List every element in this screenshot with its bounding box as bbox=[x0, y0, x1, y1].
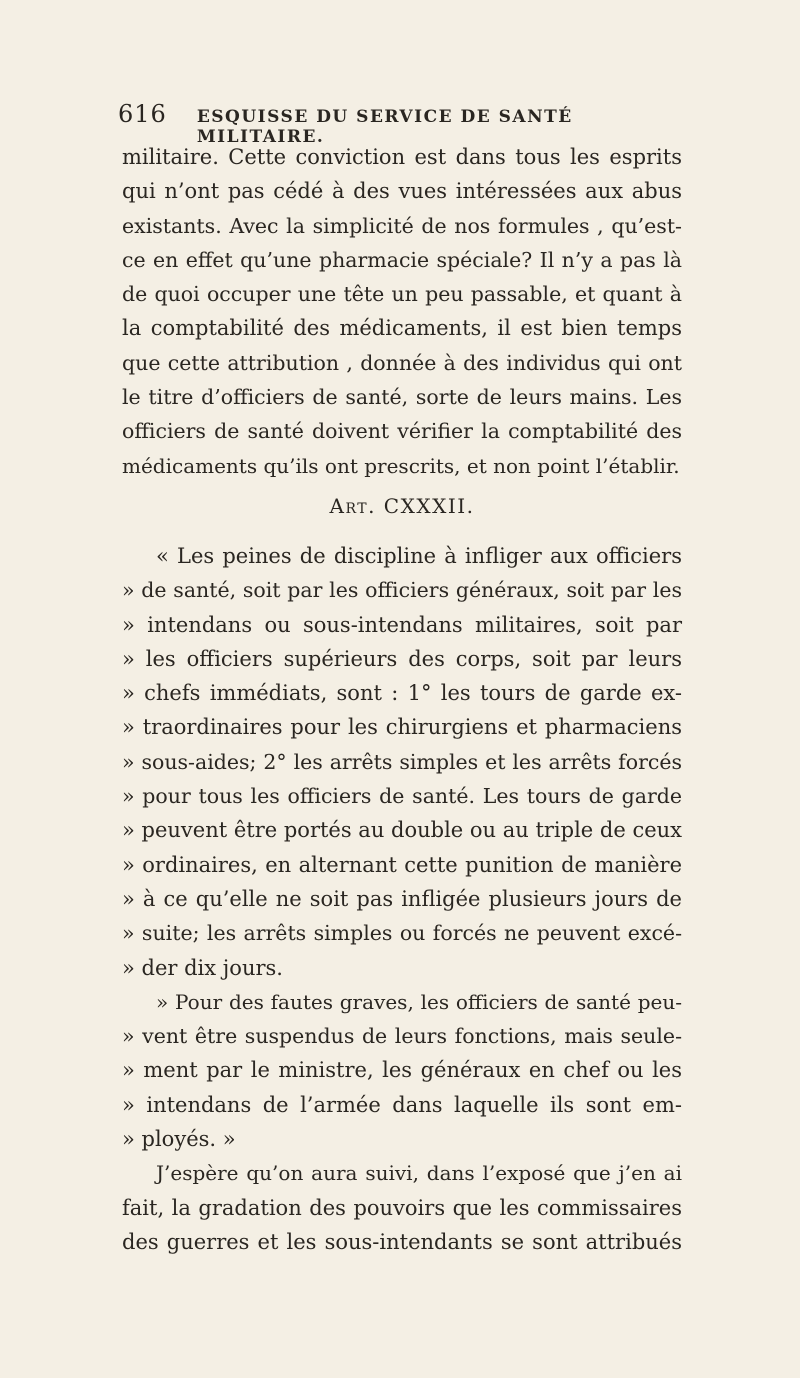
text-line: que cette attribution , donnée à des individus qui ont bbox=[122, 350, 682, 375]
page-number: 616 bbox=[118, 100, 167, 128]
paragraph-2 bbox=[122, 1156, 682, 1259]
text-line: qui n’ont pas cédé à des vues intéressées aux abus bbox=[122, 179, 682, 204]
text-line: » les officiers supérieurs des corps, soit par leurs bbox=[122, 646, 682, 671]
text-line: » intendans de l’armée dans laquelle ils sont em- bbox=[122, 1092, 682, 1117]
text-line: officiers de santé doivent vérifier la comptabilité des bbox=[122, 419, 682, 444]
text-line: » Pour des fautes graves, les officiers de santé peu- bbox=[156, 989, 682, 1014]
text-line: la comptabilité des médicaments, il est bien temps bbox=[122, 316, 682, 341]
text-line: médicaments qu’ils ont prescrits, et non point l’établir. bbox=[122, 453, 680, 478]
text-line: ce en effet qu’une pharmacie spéciale? Il n’y a pas là bbox=[122, 247, 682, 272]
text-line: fait, la gradation des pouvoirs que les commissaires bbox=[122, 1195, 682, 1220]
text-line: » pour tous les officiers de santé. Les tours de garde bbox=[122, 784, 682, 809]
text-line: des guerres et les sous-intendants se sont attribués bbox=[122, 1229, 682, 1254]
text-line: » à ce qu’elle ne soit pas infligée plusieurs jours de bbox=[122, 886, 682, 911]
text-line: existants. Avec la simplicité de nos formules , qu’est- bbox=[122, 213, 682, 238]
text-line: » peuvent être portés au double ou au triple de ceux bbox=[122, 818, 683, 843]
text-line: » ployés. » bbox=[122, 1127, 236, 1152]
text-line: » suite; les arrêts simples ou forcés ne peuvent excé- bbox=[122, 921, 682, 946]
text-line: » intendans ou sous-intendans militaires, soit par bbox=[122, 612, 682, 637]
article-heading: Art. CXXXII. bbox=[329, 493, 475, 518]
text-line: » ordinaires, en alternant cette punition de manière bbox=[122, 852, 682, 877]
text-line: » traordinaires pour les chirurgiens et pharmaciens bbox=[122, 715, 682, 740]
text-line: » de santé, soit par les officiers généraux, soit par les bbox=[122, 578, 682, 603]
text-line: de quoi occuper une tête un peu passable, et quant à bbox=[122, 282, 682, 307]
text-line: « Les peines de discipline à infliger aux officiers bbox=[156, 543, 682, 568]
text-line: le titre d’officiers de santé, sorte de leurs mains. Les bbox=[122, 385, 682, 410]
body-text bbox=[122, 140, 682, 1259]
text-line: » vent être suspendus de leurs fonctions, mais seule- bbox=[122, 1024, 682, 1049]
running-title: ESQUISSE DU SERVICE DE SANTÉ MILITAIRE. bbox=[196, 107, 573, 147]
text-line: J’espère qu’on aura suivi, dans l’exposé que j’en ai bbox=[156, 1161, 682, 1186]
text-line: » chefs immédiats, sont : 1° les tours de garde ex- bbox=[122, 681, 682, 706]
text-line: militaire. Cette conviction est dans tous les esprits bbox=[122, 145, 682, 169]
paragraph-1 bbox=[122, 140, 682, 483]
quote-article-text bbox=[122, 539, 682, 985]
text-line: » der dix jours. bbox=[122, 955, 283, 980]
text-line: » sous-aides; 2° les arrêts simples et les arrêts forcés bbox=[122, 749, 682, 774]
text-line: » ment par le ministre, les généraux en chef ou les bbox=[122, 1058, 682, 1083]
quote-article-text-2 bbox=[122, 985, 682, 1156]
